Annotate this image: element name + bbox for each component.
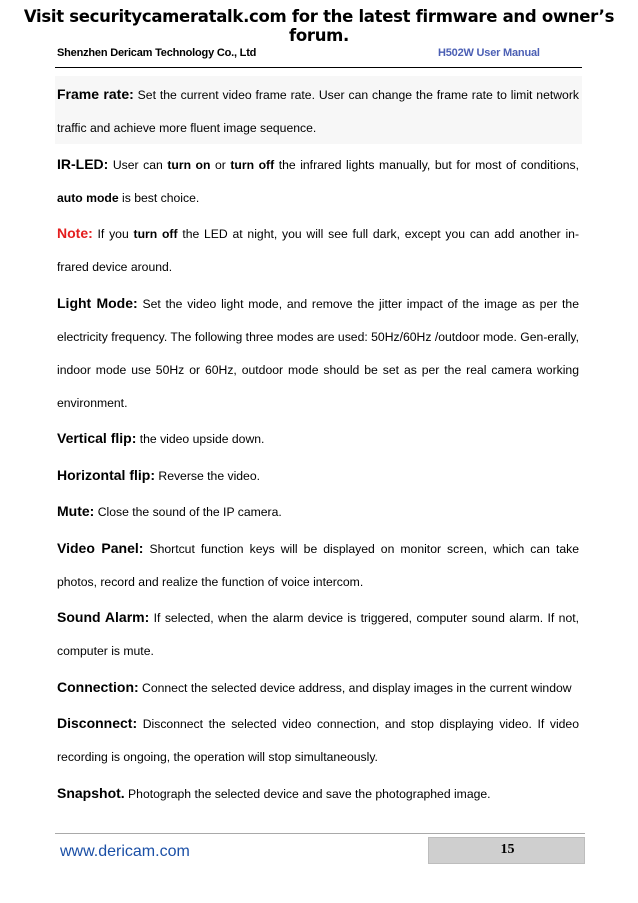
term-label: Video Panel:	[57, 539, 144, 556]
body-text: Connect the selected device address, and display images in the current window	[138, 680, 572, 695]
paragraph-snapshot	[57, 777, 579, 811]
paragraph-sound-alarm	[57, 601, 579, 668]
paragraph-vertical-flip	[57, 422, 579, 456]
footer-rule	[55, 833, 585, 834]
page-number-box	[428, 837, 585, 864]
body-text: Photograph the selected device and save the photographed image.	[124, 786, 491, 801]
term-label: Connection:	[57, 678, 139, 695]
manual-body	[57, 78, 579, 813]
header-rule	[55, 67, 582, 68]
body-text: User can	[108, 157, 168, 172]
term-label: Mute:	[57, 503, 95, 519]
keyword: auto mode	[57, 190, 119, 205]
body-text: If selected, when the alarm device is triggered, computer sound alarm. If not, computer is mute.	[57, 611, 579, 658]
paragraph-mute	[57, 495, 579, 529]
body-text: Set the video light mode, and remove the jitter impact of the image as per the electricity frequency. The following three modes are used: 50Hz/60Hz /outdoor mode. Gen-erally, indoor mode use 50Hz or 60Hz, outdoor mode should be set as per the real camera working environment.	[57, 296, 579, 410]
body-text: or	[210, 157, 231, 172]
term-label: IR-LED:	[57, 155, 109, 172]
term-label: Frame rate:	[57, 86, 134, 102]
page-number: 15	[500, 842, 515, 857]
term-label: Horizontal flip:	[57, 466, 155, 483]
body-text: Reverse the video.	[155, 468, 261, 483]
body-text: Set the current video frame rate. User can change the frame rate to limit network traffic and achieve more fluent image sequence.	[57, 88, 579, 135]
body-text: is best choice.	[118, 190, 200, 205]
body-text: the LED at night, you will see full dark, except you can add another in-frared device around.	[57, 227, 579, 274]
paragraph-ir-led	[57, 148, 579, 215]
term-label: Disconnect:	[57, 715, 138, 731]
keyword: turn off	[133, 227, 178, 241]
keyword: turn off	[230, 157, 275, 172]
header-company: Shenzhen Dericam Technology Co., Ltd	[57, 47, 257, 59]
term-label: Vertical flip:	[57, 430, 137, 446]
paragraph-frame-rate	[57, 78, 579, 145]
keyword: turn on	[167, 157, 211, 172]
term-label: Light Mode:	[57, 294, 138, 311]
banner-text: Visit securitycameratalk.com for the latest firmware and owner’s forum.	[23, 7, 615, 45]
paragraph-light-mode	[57, 287, 579, 420]
note-label: Note:	[57, 225, 93, 241]
header-manual-title: H502W User Manual	[438, 47, 540, 59]
footer-url[interactable]: www.dericam.com	[60, 843, 190, 860]
paragraph-video-panel	[57, 532, 579, 599]
paragraph-note	[57, 217, 579, 284]
body-text: Close the sound of the IP camera.	[94, 505, 282, 519]
body-text: Shortcut function keys will be displayed on monitor screen, which can take photos, record and realize the function of voice intercom.	[57, 541, 579, 589]
paragraph-disconnect	[57, 707, 579, 774]
body-text: the infrared lights manually, but for most of conditions,	[274, 157, 580, 172]
body-text: the video upside down.	[136, 432, 265, 446]
term-label: Snapshot.	[57, 784, 125, 801]
body-text: If you	[92, 227, 134, 241]
term-label: Sound Alarm:	[57, 609, 150, 625]
body-text: Disconnect the selected video connection, and stop displaying video. If video recording is ongoing, the operation will stop simultaneously.	[57, 717, 579, 764]
paragraph-horizontal-flip	[57, 459, 579, 493]
paragraph-connection	[57, 671, 579, 705]
